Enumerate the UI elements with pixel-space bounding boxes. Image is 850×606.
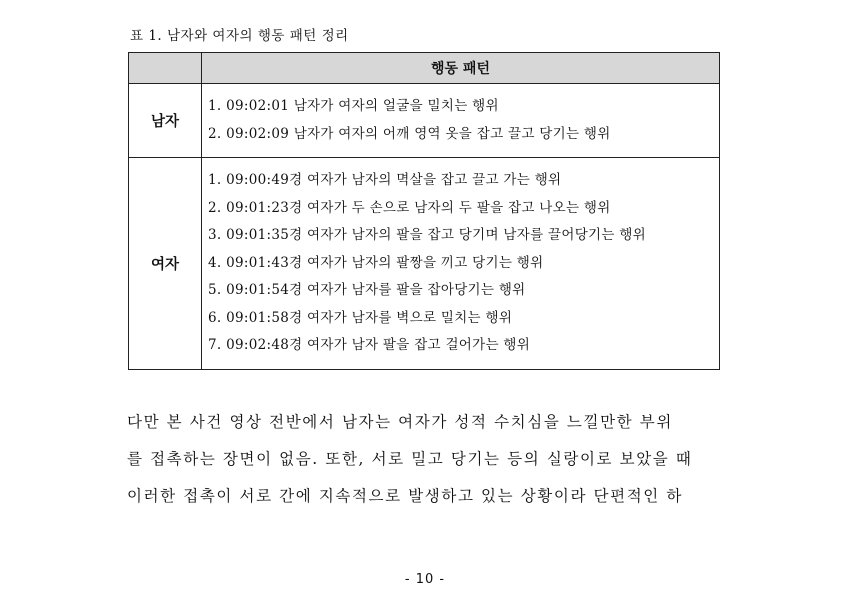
male-pattern-item: 1. 09:02:01 남자가 여자의 얼굴을 밀치는 행위 bbox=[208, 98, 499, 114]
female-patterns-cell bbox=[202, 158, 720, 370]
table-caption: 표 1. 남자와 여자의 행동 패턴 정리 bbox=[130, 28, 349, 44]
female-pattern-item: 7. 09:02:48경 여자가 남자 팔을 잡고 걸어가는 행위 bbox=[208, 337, 531, 353]
page-number: - 10 - bbox=[404, 572, 446, 587]
body-paragraph bbox=[127, 404, 727, 515]
male-pattern-item: 2. 09:02:09 남자가 여자의 어깨 영역 옷을 잡고 끌고 당기는 행위 bbox=[208, 125, 611, 142]
header-blank-cell bbox=[129, 53, 202, 84]
behavior-pattern-table bbox=[128, 52, 720, 370]
female-pattern-item: 5. 09:01:54경 여자가 남자를 팔을 잡아당기는 행위 bbox=[208, 282, 526, 298]
female-pattern-item: 6. 09:01:58경 여자가 남자를 벽으로 밀치는 행위 bbox=[208, 309, 513, 326]
paragraph-line: 다만 본 사건 영상 전반에서 남자는 여자가 성적 수치심을 느낄만한 부위 bbox=[127, 413, 673, 431]
female-pattern-item: 2. 09:01:23경 여자가 두 손으로 남자의 두 팔을 잡고 나오는 행위 bbox=[208, 199, 611, 216]
table-header-row bbox=[129, 53, 720, 84]
female-pattern-item: 1. 09:00:49경 여자가 남자의 멱살을 잡고 끌고 가는 행위 bbox=[208, 172, 562, 188]
group-label-female: 여자 bbox=[129, 158, 202, 370]
female-pattern-item: 4. 09:01:43경 여자가 남자의 팔짱을 끼고 당기는 행위 bbox=[208, 254, 544, 271]
paragraph-line: 이러한 접촉이 서로 간에 지속적으로 발생하고 있는 상황이라 단편적인 하 bbox=[127, 487, 683, 505]
female-pattern-item: 3. 09:01:35경 여자가 남자의 팔을 잡고 당기며 남자를 끌어당기는 행위 bbox=[208, 227, 647, 243]
male-patterns-cell bbox=[202, 84, 720, 158]
paragraph-line: 를 접촉하는 장면이 없음. 또한, 서로 밀고 당기는 등의 실랑이로 보았을 때 bbox=[127, 450, 693, 468]
table-row-female bbox=[129, 158, 720, 370]
group-label-male: 남자 bbox=[129, 84, 202, 158]
table-row-male bbox=[129, 84, 720, 158]
header-behavior-pattern: 행동 패턴 bbox=[202, 53, 720, 84]
